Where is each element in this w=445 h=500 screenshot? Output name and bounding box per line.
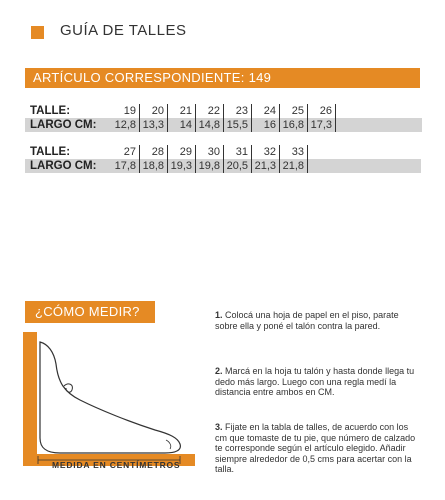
step-1 (215, 310, 420, 331)
title-marker (31, 26, 44, 39)
cm-cell: 13,3 (140, 118, 168, 132)
wall-letter: E (28, 381, 34, 388)
size-cell: 33 (280, 145, 308, 159)
wall-letter: A (28, 365, 34, 372)
step-2 (215, 366, 420, 398)
size-table-1 (25, 104, 422, 132)
size-cell: 26 (308, 104, 336, 118)
article-banner: ARTÍCULO CORRESPONDIENTE: 149 (25, 68, 420, 88)
cm-label: LARGO CM: (25, 159, 112, 173)
step-3 (215, 422, 420, 475)
cm-cell: 16,8 (280, 118, 308, 132)
cm-row (25, 118, 422, 132)
step-number: 1. (215, 310, 223, 320)
size-cell: 19 (112, 104, 140, 118)
cm-cell: 21,8 (280, 159, 308, 173)
size-table-2 (25, 145, 421, 173)
size-cell: 32 (252, 145, 280, 159)
size-cell: 28 (140, 145, 168, 159)
size-row (25, 104, 422, 118)
step-number: 2. (215, 366, 223, 376)
step-text: Colocá una hoja de papel en el piso, parate sobre ella y poné el talón contra la pared. (215, 310, 399, 331)
step-text: Fijate en la tabla de talles, de acuerdo con los cm que tomaste de tu pie, que número de calzado te corresponde según el artículo elegido. Añadir siempre alrededor de 0,5 cms para acertar con la talla. (215, 422, 416, 474)
wall-letter: D (28, 389, 34, 396)
cm-cell: 21,3 (252, 159, 280, 173)
row-filler (336, 118, 423, 132)
size-cell: 24 (252, 104, 280, 118)
size-cell: 30 (196, 145, 224, 159)
cm-cell: 18,8 (140, 159, 168, 173)
row-filler (308, 159, 422, 173)
size-cell: 25 (280, 104, 308, 118)
size-cell: 21 (168, 104, 196, 118)
size-cell: 29 (168, 145, 196, 159)
cm-cell: 14 (168, 118, 196, 132)
size-label: TALLE: (25, 104, 112, 118)
cm-label: LARGO CM: (25, 118, 112, 132)
cm-cell: 14,8 (196, 118, 224, 132)
row-filler (336, 104, 423, 118)
size-cell: 27 (112, 145, 140, 159)
cm-cell: 20,5 (224, 159, 252, 173)
step-text: Marcá en la hoja tu talón y hasta donde llega tu dedo más largo. Luego con una regla medí la distancia entre ambos en CM. (215, 366, 415, 397)
wall-label (27, 357, 35, 397)
step-number: 3. (215, 422, 223, 432)
cm-cell: 17,8 (112, 159, 140, 173)
size-cell: 31 (224, 145, 252, 159)
foot-outline (40, 342, 180, 453)
size-label: TALLE: (25, 145, 112, 159)
size-cell: 23 (224, 104, 252, 118)
figure-caption: MEDIDA EN CENTÍMETROS (52, 460, 181, 470)
size-cell: 20 (140, 104, 168, 118)
cm-row (25, 159, 421, 173)
size-cell: 22 (196, 104, 224, 118)
cm-cell: 19,3 (168, 159, 196, 173)
cm-cell: 17,3 (308, 118, 336, 132)
wall-letter: P (28, 357, 34, 364)
foot-measure-figure (20, 330, 195, 475)
cm-cell: 12,8 (112, 118, 140, 132)
page-title: GUÍA DE TALLES (60, 22, 187, 39)
how-to-measure-banner: ¿CÓMO MEDIR? (25, 301, 155, 323)
cm-cell: 16 (252, 118, 280, 132)
size-row (25, 145, 421, 159)
cm-cell: 15,5 (224, 118, 252, 132)
cm-cell: 19,8 (196, 159, 224, 173)
row-filler (308, 145, 422, 159)
wall-letter: R (28, 373, 34, 380)
